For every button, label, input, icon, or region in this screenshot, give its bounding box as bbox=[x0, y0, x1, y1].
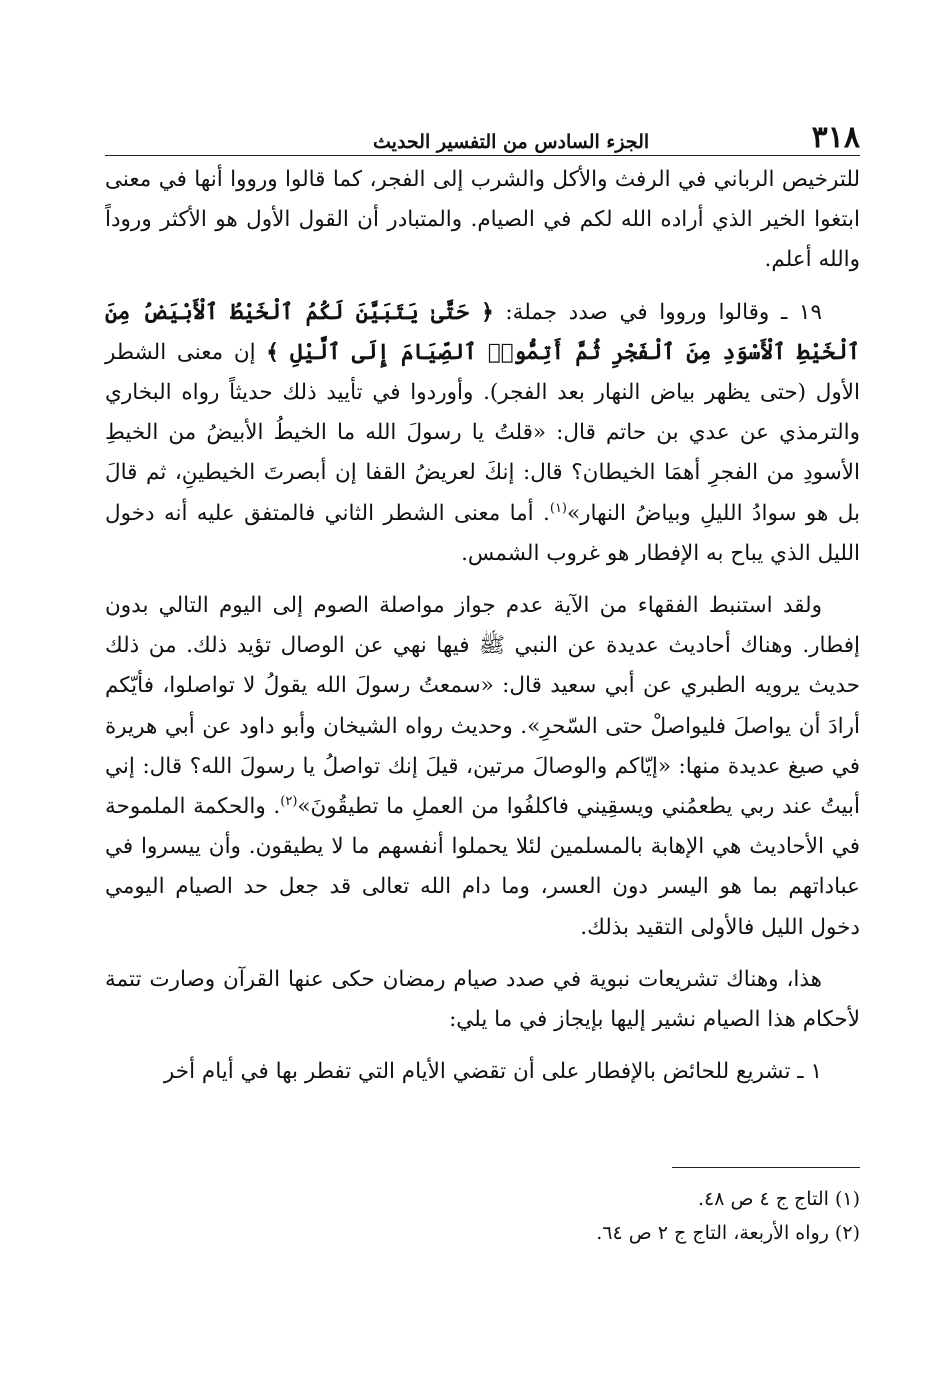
paragraph-3-body: ولقد استنبط الفقهاء من الآية عدم جواز مواصلة الصوم إلى اليوم التالي بدون إفطار. وهناك أحاديث عديدة عن النبي ﷺ فيها نهي عن الوصال تؤيد ذلك. من ذلك حديث يرويه الطبري عن أبي سعيد قال: «سمعتُ رسولَ الله يقولُ لا تواصلوا، فأيّكم أرادَ أن يواصلَ فليواصلْ حتى السّحرِ». وحديث رواه الشيخان وأبو داود عن أبي هريرة في صيغ عديدة منها: «إيّاكم والوصالَ مرتين، قيلَ إنك تواصلُ يا رسولَ الله؟ قال: إني أبيتُ عند ربي يطعمُني ويسقِيني فاكلفُوا من العملِ ما تطيقُونَ» bbox=[105, 593, 860, 820]
paragraph-3 bbox=[105, 586, 860, 948]
running-head: الجزء السادس من التفسير الحديث bbox=[373, 131, 650, 153]
paragraph-1: للترخيص الرباني في الرفث والأكل والشرب إلى الفجر، كما قالوا ورووا أنها في معنى ابتغوا الخير الذي أراده الله لكم في الصيام. والمتبادر أن القول الأول هو الأكثر وروداً والله أعلم. bbox=[105, 167, 860, 273]
footnote-divider bbox=[672, 1167, 860, 1168]
paragraph-2 bbox=[105, 293, 860, 574]
paragraph-2-end: . أما معنى الشطر الثاني فالمتفق عليه أنه دخول الليل الذي يباح به الإفطار هو غروب الشمس. bbox=[105, 500, 860, 566]
paragraph-4: هذا، وهناك تشريعات نبوية في صدد صيام رمضان حكى عنها القرآن وصارت تتمة لأحكام هذا الصيام نشير إليها بإيجاز في ما يلي: bbox=[105, 966, 860, 1033]
footnote-ref-2: (٢) bbox=[280, 793, 298, 809]
footnote-2: (٢) رواه الأربعة، التاج ج ٢ ص ٦٤. bbox=[596, 1222, 860, 1244]
paragraph-2-intro: ١٩ ـ وقالوا ورووا في صدد جملة: bbox=[493, 299, 823, 325]
footnotes bbox=[105, 1182, 860, 1250]
header-divider bbox=[105, 155, 860, 156]
paragraph-5: ١ ـ تشريع للحائض بالإفطار على أن تقضي الأيام التي تفطر بها في أيام أخر bbox=[163, 1059, 822, 1085]
footnote-1: (١) التاج ج ٤ ص ٤٨. bbox=[697, 1188, 860, 1210]
page-header bbox=[105, 113, 860, 153]
paragraph-3-end: . والحكمة الملموحة في الأحاديث هي الإهابة بالمسلمين لئلا يحملوا أنفسهم ما لا يطيقون. وأن ييسروا في عباداتهم بما هو اليسر دون العسر، وما دام الله تعالى قد جعل حد الصيام اليومي دخول الليل فالأولى التقيد بذلك. bbox=[105, 794, 860, 940]
page-number: ٣١٨ bbox=[811, 120, 860, 155]
quran-verse: ﴿ حَتَّىٰ يَتَبَيَّنَ لَكُمُ ٱلْخَيْطُ ٱلْأَبْيَضُ مِنَ ٱلْخَيْطِ ٱلْأَسْوَدِ مِنَ ٱلْفَجْرِ ثُمَّ أَتِمُّوا۟ ٱلصِّيَامَ إِلَى ٱلَّيْلِ ﴾ bbox=[105, 299, 860, 365]
footnote-ref-1: (١) bbox=[549, 500, 567, 516]
paragraph-2-body: إن معنى الشطر الأول (حتى يظهر بياض النهار بعد الفجر). وأوردوا في تأييد ذلك حديثاً رواه البخاري والترمذي عن عدي بن حاتم قال: «قلتُ يا رسولَ الله ما الخيطُ الأبيضُ من الخيطِ الأسودِ من الفجرِ أهمَا الخيطان؟ قال: إنكَ لعريضُ القفا إن أبصرتَ الخيطينِ، ثم قالَ بل هو سوادُ الليلِ وبياضُ النهار» bbox=[105, 339, 860, 526]
main-text bbox=[105, 160, 860, 1104]
